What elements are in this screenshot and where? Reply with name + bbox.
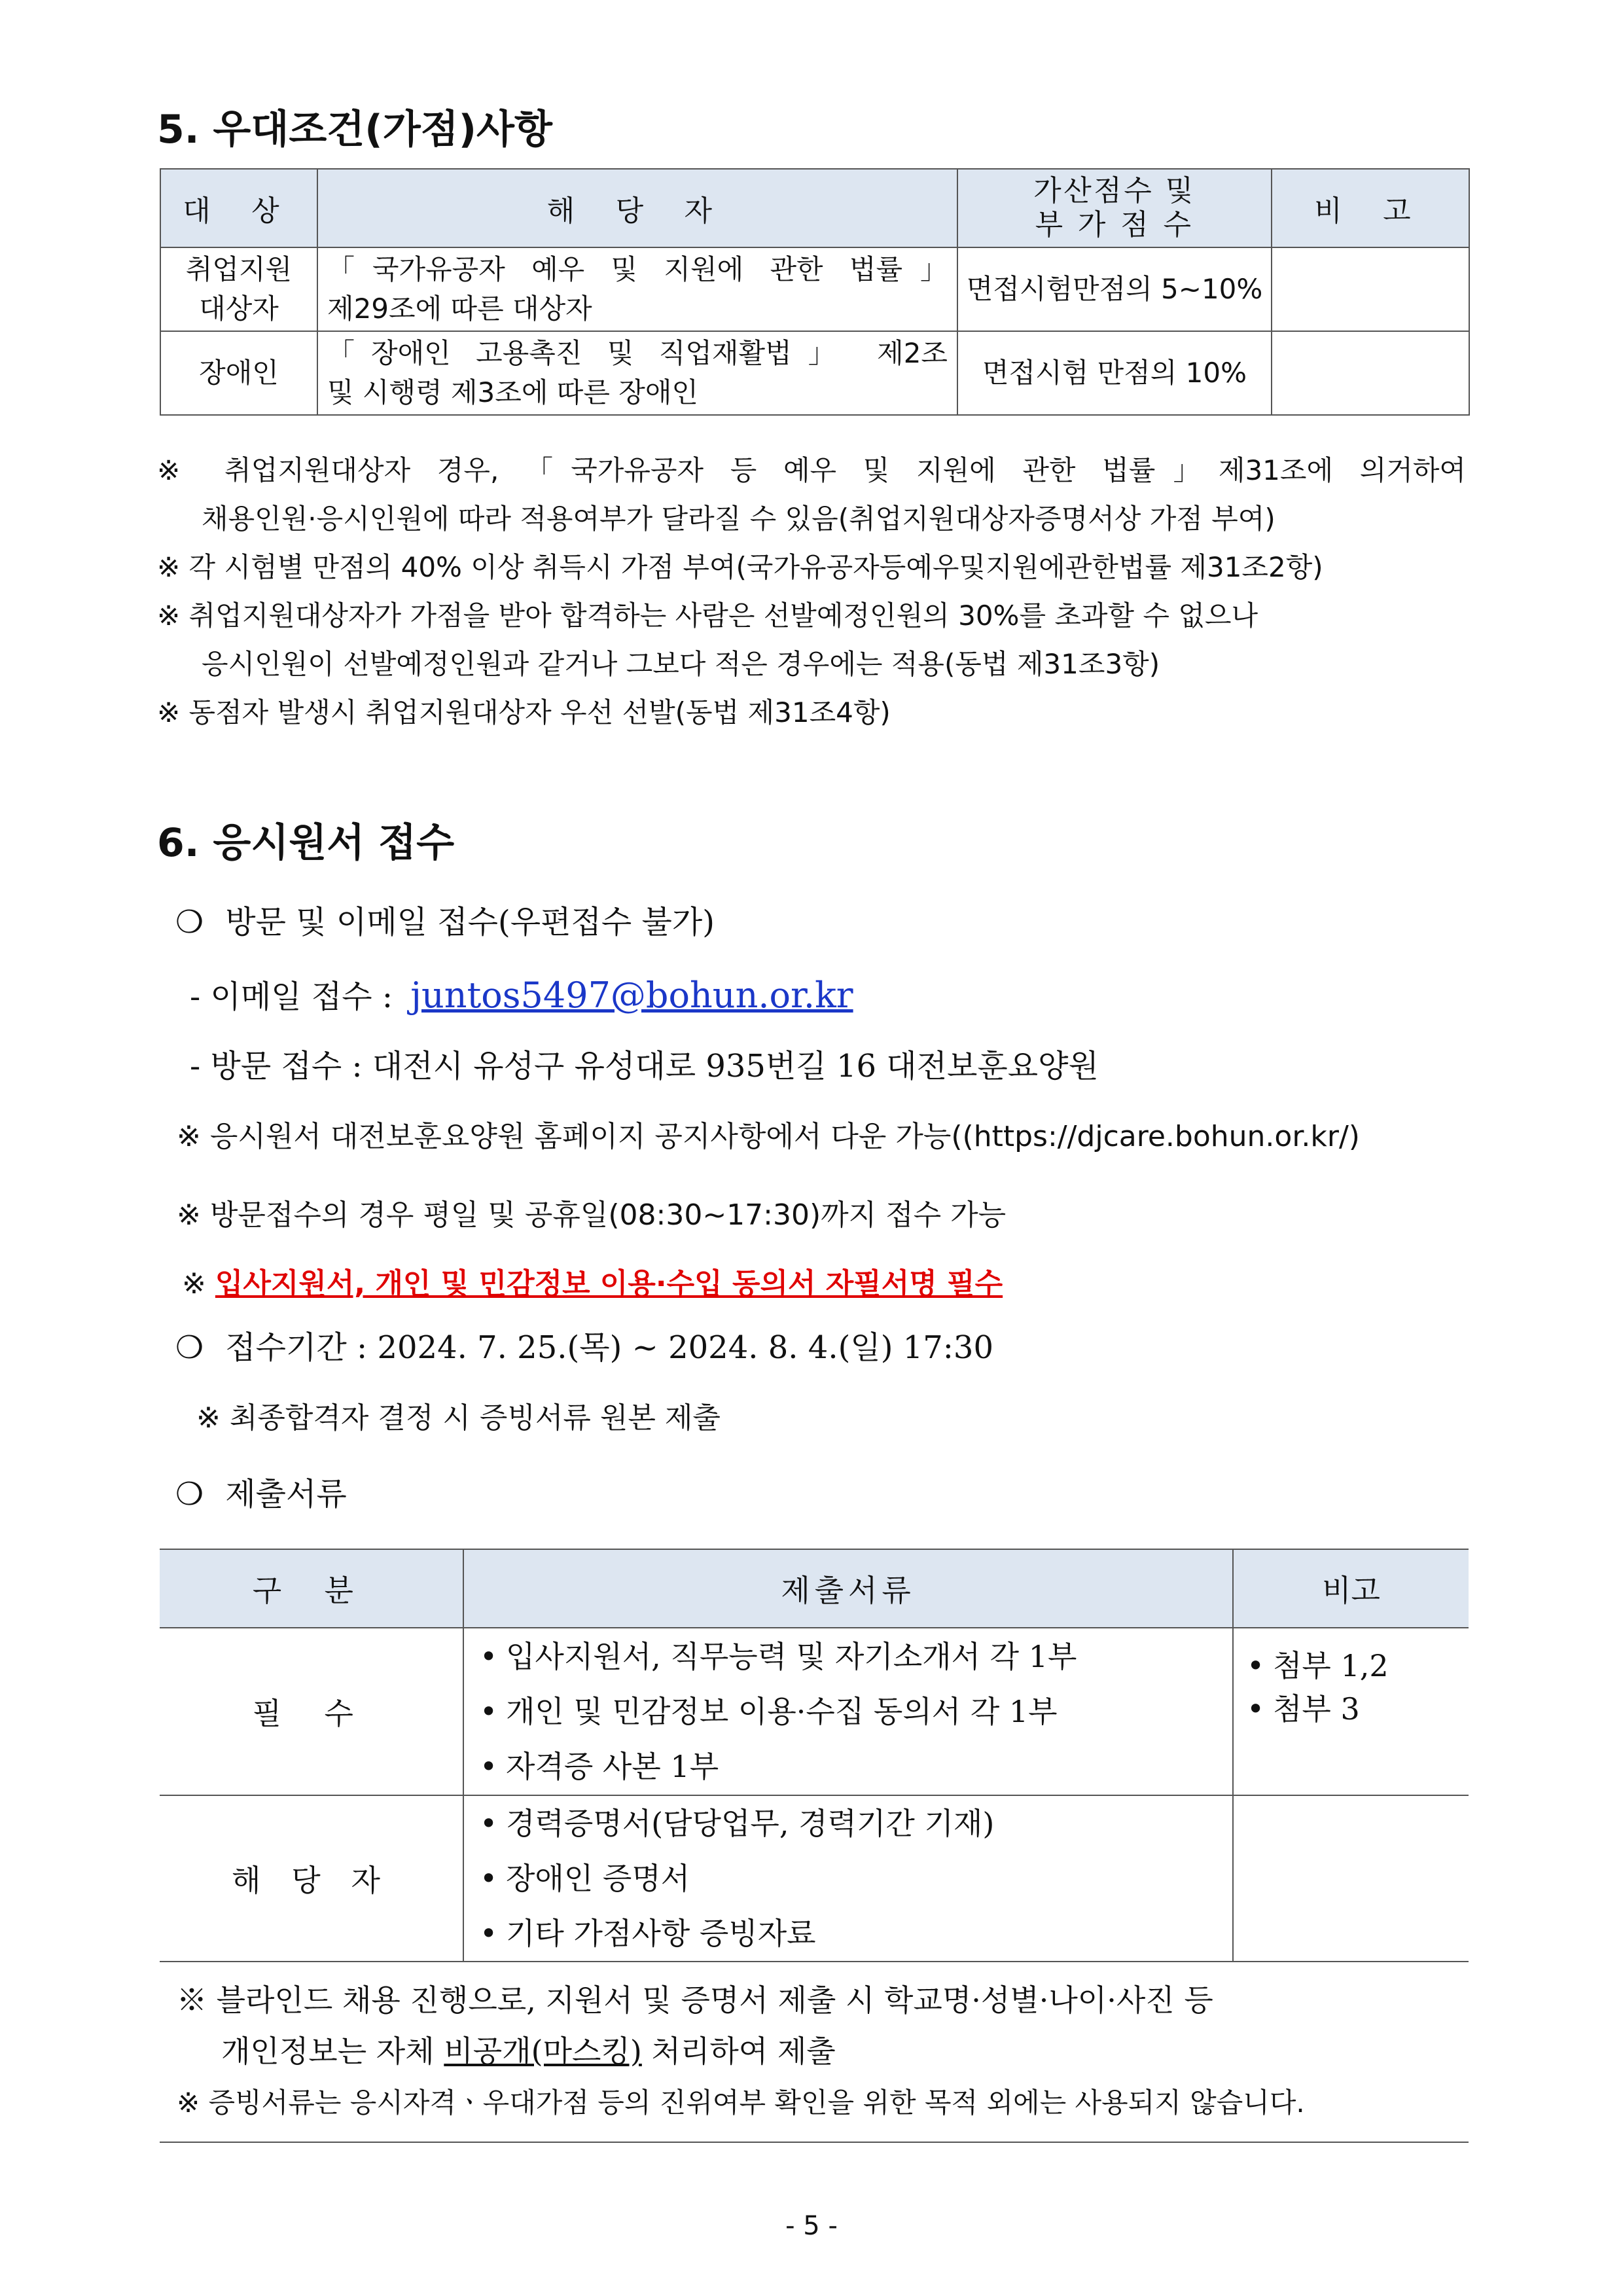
header-documents: 제출서류 <box>463 1549 1233 1628</box>
table-row <box>160 1628 1469 1795</box>
row-target: 장애인 <box>160 331 317 415</box>
signature-required: 입사지원서, 개인 및 민감정보 이용·수입 동의서 자필서명 필수 <box>215 1267 1003 1300</box>
preference-table <box>160 168 1470 416</box>
bottom-divider <box>160 2142 1469 2143</box>
period-text: 접수기간 : 2024. 7. 25.(목) ~ 2024. 8. 4.(일) 17:30 <box>225 1329 994 1366</box>
header-points <box>957 169 1272 247</box>
note-download: ※ 응시원서 대전보훈요양원 홈페이지 공지사항에서 다운 가능((https://djcare.bohun.or.kr/) <box>177 1120 1360 1153</box>
header-remarks: 비고 <box>1233 1549 1469 1628</box>
email-link[interactable]: juntos5497@bohun.or.kr <box>410 975 853 1016</box>
list-item: • 경력증명서(담당업무, 경력기간 기재) <box>480 1796 1232 1851</box>
docs-title: 제출서류 <box>225 1476 347 1513</box>
list-item: • 장애인 증명서 <box>480 1851 1232 1906</box>
header-points-line2: 부 가 점 수 <box>1035 208 1194 242</box>
list-item: • 첨부 1,2 <box>1247 1644 1469 1687</box>
row-target: 취업지원 대상자 <box>160 247 317 331</box>
row-items <box>463 1628 1233 1795</box>
list-item: • 자격증 사본 1부 <box>480 1739 1232 1794</box>
row-points: 면접시험 만점의 10% <box>957 331 1272 415</box>
row-category: 필 수 <box>160 1628 463 1795</box>
table-row <box>160 247 1469 331</box>
circle-bullet-icon: ❍ <box>175 1476 204 1513</box>
note-employment-support-cont: 채용인원·응시인원에 따라 적용여부가 달라질 수 있음(취업지원대상자증명서상 가점 부여) <box>202 503 1275 535</box>
documents-table-header <box>160 1549 1469 1628</box>
blind-note-line2: 개인정보는 자체 비공개(마스킹) 처리하여 제출 <box>221 2034 836 2069</box>
note-employment-support: ※ 취업지원대상자 경우, 「국가유공자 등 예우 및 지원에 관한 법률」제31조에 의거하여 <box>157 454 1466 486</box>
row-description: 「국가유공자 예우 및 지원에 관한 법률」 제29조에 따른 대상자 <box>317 247 957 331</box>
method-text: 방문 및 이메일 접수(우편접수 불가) <box>225 904 715 941</box>
header-target: 대 상 <box>160 169 317 247</box>
period-note: ※ 최종합격자 결정 시 증빙서류 원본 제출 <box>196 1401 721 1435</box>
note-tie: ※ 동점자 발생시 취업지원대상자 우선 선발(동법 제31조4항) <box>157 696 891 728</box>
row-notes <box>1233 1628 1469 1795</box>
list-item: • 입사지원서, 직무능력 및 자기소개서 각 1부 <box>480 1629 1232 1684</box>
row-category: 해 당 자 <box>160 1795 463 1962</box>
header-points-line1: 가산점수 및 <box>1033 174 1196 207</box>
note-limit: ※ 취업지원대상자가 가점을 받아 합격하는 사람은 선발예정인원의 30%를 초과할 수 없으나 <box>157 600 1258 632</box>
note-visit-hours: ※ 방문접수의 경우 평일 및 공휴일(08:30~17:30)까지 접수 가능 <box>177 1198 1007 1232</box>
list-item: • 첨부 3 <box>1247 1687 1469 1731</box>
row-note <box>1272 247 1469 331</box>
note-min-score: ※ 각 시험별 만점의 40% 이상 취득시 가점 부여(국가유공자등예우및지원에관한법률 제31조2항) <box>157 551 1323 583</box>
section5-heading: 5. 우대조건(가점)사항 <box>157 107 552 152</box>
table-row <box>160 331 1469 415</box>
visit-line: - 방문 접수 : 대전시 유성구 유성대로 935번길 16 대전보훈요양원 <box>190 1048 1099 1085</box>
blind-note-line1: ※ 블라인드 채용 진행으로, 지원서 및 증명서 제출 시 학교명·성별·나이·사진 등 <box>177 1982 1213 2018</box>
header-category: 구 분 <box>160 1549 463 1628</box>
row-items <box>463 1795 1233 1962</box>
method-line <box>175 897 715 942</box>
circle-bullet-icon: ❍ <box>175 1329 204 1366</box>
row-notes <box>1233 1795 1469 1962</box>
table-row <box>160 1795 1469 1962</box>
list-item: • 개인 및 민감정보 이용·수집 동의서 각 1부 <box>480 1684 1232 1739</box>
row-points: 면접시험만점의 5~10% <box>957 247 1272 331</box>
documents-table <box>160 1549 1469 1962</box>
header-applicable: 해 당 자 <box>317 169 957 247</box>
note-signature: ※ 입사지원서, 개인 및 민감정보 이용·수입 동의서 자필서명 필수 <box>182 1267 1003 1300</box>
section6-heading: 6. 응시원서 접수 <box>157 820 455 866</box>
evidence-note: ※ 증빙서류는 응시자격ㆍ우대가점 등의 진위여부 확인을 위한 목적 외에는 사용되지 않습니다. <box>177 2087 1305 2119</box>
circle-bullet-icon: ❍ <box>175 904 204 941</box>
period-line <box>175 1322 993 1367</box>
row-note <box>1272 331 1469 415</box>
note-limit-cont: 응시인원이 선발예정인원과 같거나 그보다 적은 경우에는 적용(동법 제31조3항) <box>202 648 1160 680</box>
header-remarks: 비 고 <box>1272 169 1469 247</box>
email-line <box>190 971 853 1016</box>
list-item: • 기타 가점사항 증빙자료 <box>480 1906 1232 1961</box>
row-description: 「장애인 고용촉진 및 직업재활법」 제2조 및 시행령 제3조에 따른 장애인 <box>317 331 957 415</box>
page-number: - 5 - <box>785 2211 838 2241</box>
email-label: - 이메일 접수 : <box>190 978 393 1015</box>
masking-text: 비공개(마스킹) <box>444 2034 642 2069</box>
docs-title-line <box>175 1469 347 1514</box>
preference-table-header <box>160 169 1469 247</box>
